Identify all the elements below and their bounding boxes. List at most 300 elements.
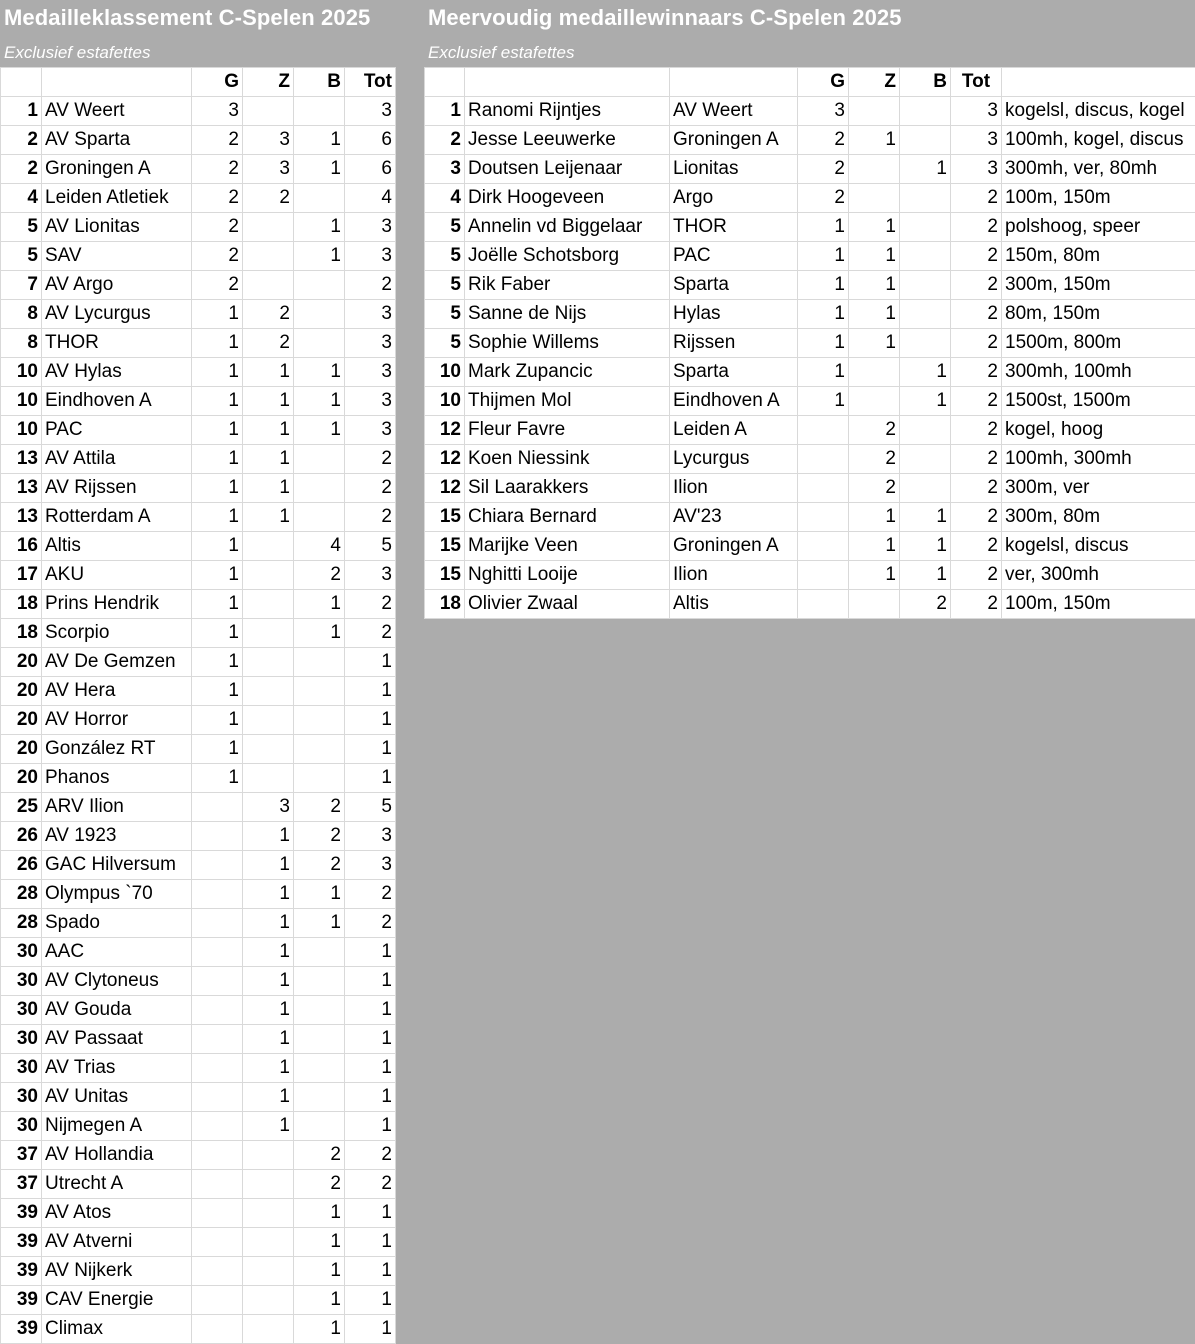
rank-cell: 12 [425,474,465,503]
table-row [425,474,1195,503]
total-cell: 2 [951,532,1002,561]
total-cell: 5 [345,793,396,822]
table-row [425,155,1195,184]
athlete-cell: Nghitti Looije [465,561,670,590]
club-cell: AV 1923 [42,822,192,851]
silver-cell [243,1228,294,1257]
club-cell: Rotterdam A [42,503,192,532]
club-medal-table [0,67,396,1344]
silver-cell: 1 [243,474,294,503]
gold-cell [192,967,243,996]
table-row [1,909,396,938]
header-total: Tot [345,68,396,97]
silver-cell [243,735,294,764]
silver-cell [243,271,294,300]
total-cell: 2 [951,387,1002,416]
gold-cell: 3 [192,97,243,126]
club-cell: AV Lionitas [42,213,192,242]
total-cell: 2 [345,503,396,532]
gold-cell [192,1286,243,1315]
club-cell: AV De Gemzen [42,648,192,677]
club-cell: Hylas [670,300,798,329]
rank-cell: 8 [1,329,42,358]
silver-cell [849,590,900,619]
gold-cell [192,851,243,880]
silver-cell: 2 [243,184,294,213]
gold-cell: 2 [192,213,243,242]
gold-cell [192,1054,243,1083]
gold-cell: 1 [192,532,243,561]
gold-cell [798,503,849,532]
athlete-cell: Dirk Hoogeveen [465,184,670,213]
events-cell: ver, 300mh [1002,561,1195,590]
rank-cell: 30 [1,1025,42,1054]
table-row [425,416,1195,445]
total-cell: 2 [951,590,1002,619]
bronze-cell [900,416,951,445]
rank-cell: 16 [1,532,42,561]
silver-cell: 1 [849,561,900,590]
bronze-cell [294,706,345,735]
table-row [1,1054,396,1083]
total-cell: 2 [951,329,1002,358]
rank-cell: 37 [1,1141,42,1170]
gold-cell: 1 [192,590,243,619]
table-row [425,97,1195,126]
total-cell: 2 [951,503,1002,532]
events-cell: 300mh, 100mh [1002,358,1195,387]
total-cell: 3 [345,561,396,590]
table-row [1,329,396,358]
table-row [1,706,396,735]
club-cell: AV Atverni [42,1228,192,1257]
total-cell: 6 [345,155,396,184]
rank-cell: 10 [1,358,42,387]
rank-cell: 20 [1,764,42,793]
silver-cell: 1 [243,445,294,474]
club-cell: AV Rijssen [42,474,192,503]
rank-cell: 10 [425,387,465,416]
table-row [1,1170,396,1199]
silver-cell: 1 [849,503,900,532]
silver-cell [243,1199,294,1228]
rank-cell: 20 [1,648,42,677]
club-cell: Sparta [670,271,798,300]
total-cell: 1 [345,764,396,793]
rank-cell: 18 [1,619,42,648]
bronze-cell [294,474,345,503]
silver-cell: 2 [849,474,900,503]
bronze-cell: 1 [294,590,345,619]
silver-cell [849,184,900,213]
table-row [1,793,396,822]
header-row [425,68,1195,97]
silver-cell: 2 [849,445,900,474]
events-cell: 300m, 150m [1002,271,1195,300]
gold-cell [798,532,849,561]
rank-cell: 1 [1,97,42,126]
table-row [1,155,396,184]
events-cell: 300m, 80m [1002,503,1195,532]
table-row [1,242,396,271]
gold-cell [192,1170,243,1199]
table-row [1,184,396,213]
table-row [1,1141,396,1170]
total-cell: 2 [345,619,396,648]
club-cell: Prins Hendrik [42,590,192,619]
table-row [1,938,396,967]
total-cell: 3 [345,242,396,271]
gold-cell: 1 [798,213,849,242]
header-bronze: B [294,68,345,97]
total-cell: 1 [345,735,396,764]
table-row [425,387,1195,416]
gold-cell [192,1315,243,1344]
rank-cell: 26 [1,851,42,880]
total-cell: 2 [345,590,396,619]
rank-cell: 39 [1,1199,42,1228]
silver-cell: 1 [849,213,900,242]
bronze-cell [294,938,345,967]
table-row [1,97,396,126]
table-row [1,416,396,445]
rank-cell: 5 [425,329,465,358]
total-cell: 2 [345,1141,396,1170]
bronze-cell: 1 [294,880,345,909]
rank-cell: 12 [425,445,465,474]
rank-cell: 37 [1,1170,42,1199]
total-cell: 1 [345,1025,396,1054]
bronze-cell: 2 [294,1141,345,1170]
total-cell: 2 [951,271,1002,300]
header-row [1,68,396,97]
total-cell: 3 [345,851,396,880]
total-cell: 1 [345,967,396,996]
total-cell: 3 [951,126,1002,155]
total-cell: 5 [345,532,396,561]
club-cell: Eindhoven A [670,387,798,416]
rank-cell: 30 [1,967,42,996]
events-cell: 100m, 150m [1002,184,1195,213]
bronze-cell [900,329,951,358]
table-row [1,677,396,706]
rank-cell: 28 [1,880,42,909]
club-cell: Leiden Atletiek [42,184,192,213]
athlete-cell: Rik Faber [465,271,670,300]
bronze-cell [294,329,345,358]
silver-cell [243,1315,294,1344]
silver-cell: 1 [243,1025,294,1054]
bronze-cell: 1 [294,909,345,938]
silver-cell [243,764,294,793]
gold-cell [192,793,243,822]
rank-cell: 7 [1,271,42,300]
club-cell: AV Horror [42,706,192,735]
club-cell: AV Hylas [42,358,192,387]
total-cell: 6 [345,126,396,155]
bronze-cell [900,242,951,271]
gold-cell [192,1025,243,1054]
gold-cell: 1 [192,561,243,590]
rank-cell: 39 [1,1315,42,1344]
table-row [1,1112,396,1141]
table-row [1,1083,396,1112]
club-cell: PAC [42,416,192,445]
bronze-cell: 2 [294,851,345,880]
rank-cell: 30 [1,938,42,967]
silver-cell: 1 [849,532,900,561]
silver-cell: 1 [849,271,900,300]
club-cell: Altis [42,532,192,561]
bronze-cell: 1 [294,242,345,271]
bronze-cell: 1 [294,1228,345,1257]
table-row [425,532,1195,561]
bronze-cell [900,97,951,126]
bronze-cell [900,300,951,329]
gold-cell: 2 [192,242,243,271]
rank-cell: 20 [1,735,42,764]
events-cell: 1500m, 800m [1002,329,1195,358]
table-row [1,358,396,387]
club-cell: AV Gouda [42,996,192,1025]
silver-cell [243,648,294,677]
club-cell: AKU [42,561,192,590]
club-cell: AV Hera [42,677,192,706]
gold-cell [798,416,849,445]
rank-cell: 10 [425,358,465,387]
total-cell: 3 [345,387,396,416]
athlete-cell: Jesse Leeuwerke [465,126,670,155]
rank-cell: 10 [1,416,42,445]
silver-cell [243,561,294,590]
silver-cell: 1 [243,967,294,996]
bronze-cell [294,1112,345,1141]
athlete-cell: Mark Zupancic [465,358,670,387]
silver-cell: 1 [849,126,900,155]
left-subtitle: Exclusief estafettes [4,43,150,63]
gold-cell: 1 [192,503,243,532]
club-cell: ARV Ilion [42,793,192,822]
rank-cell: 30 [1,1083,42,1112]
bronze-cell: 1 [294,1257,345,1286]
rank-cell: 5 [425,213,465,242]
total-cell: 3 [345,358,396,387]
silver-cell [849,97,900,126]
events-cell: 100mh, 300mh [1002,445,1195,474]
club-cell: Phanos [42,764,192,793]
events-cell: kogel, hoog [1002,416,1195,445]
silver-cell [243,1257,294,1286]
bronze-cell [294,271,345,300]
gold-cell [192,880,243,909]
gold-cell: 2 [192,126,243,155]
gold-cell [192,1083,243,1112]
gold-cell: 1 [192,764,243,793]
total-cell: 1 [345,1083,396,1112]
silver-cell: 1 [849,329,900,358]
gold-cell: 1 [192,619,243,648]
table-row [1,880,396,909]
table-row [1,1199,396,1228]
rank-cell: 25 [1,793,42,822]
club-cell: AV Passaat [42,1025,192,1054]
bronze-cell [294,1025,345,1054]
club-cell: AV Trias [42,1054,192,1083]
rank-cell: 5 [425,242,465,271]
club-cell: González RT [42,735,192,764]
gold-cell: 1 [192,735,243,764]
rank-cell: 2 [425,126,465,155]
bronze-cell: 1 [294,1199,345,1228]
silver-cell: 3 [243,155,294,184]
bronze-cell: 2 [294,561,345,590]
table-row [425,300,1195,329]
rank-cell: 13 [1,445,42,474]
total-cell: 3 [951,97,1002,126]
gold-cell: 1 [798,387,849,416]
gold-cell: 1 [798,242,849,271]
silver-cell: 1 [243,1083,294,1112]
gold-cell: 1 [798,300,849,329]
events-cell: 150m, 80m [1002,242,1195,271]
total-cell: 1 [345,1315,396,1344]
bronze-cell: 1 [294,416,345,445]
rank-cell: 30 [1,996,42,1025]
table-row [1,1257,396,1286]
bronze-cell [294,97,345,126]
rank-cell: 5 [425,271,465,300]
table-row [425,271,1195,300]
rank-cell: 30 [1,1054,42,1083]
header-silver: Z [243,68,294,97]
total-cell: 3 [345,213,396,242]
total-cell: 2 [345,909,396,938]
silver-cell: 1 [849,242,900,271]
silver-cell: 1 [243,851,294,880]
table-row [1,735,396,764]
rank-cell: 28 [1,909,42,938]
gold-cell: 2 [192,155,243,184]
gold-cell [192,909,243,938]
silver-cell [243,619,294,648]
club-cell: CAV Energie [42,1286,192,1315]
bronze-cell [294,1083,345,1112]
silver-cell: 1 [243,358,294,387]
club-cell: Lycurgus [670,445,798,474]
club-cell: THOR [42,329,192,358]
gold-cell [192,1257,243,1286]
bronze-cell: 1 [294,213,345,242]
table-row [1,967,396,996]
total-cell: 1 [345,1054,396,1083]
bronze-cell [900,213,951,242]
bronze-cell [294,300,345,329]
table-row [1,561,396,590]
club-cell: Groningen A [670,126,798,155]
total-cell: 2 [951,416,1002,445]
club-cell: Lionitas [670,155,798,184]
bronze-cell [294,764,345,793]
gold-cell [798,590,849,619]
rank-cell: 30 [1,1112,42,1141]
total-cell: 1 [345,648,396,677]
club-cell: AV'23 [670,503,798,532]
club-cell: Olympus `70 [42,880,192,909]
silver-cell: 1 [243,909,294,938]
total-cell: 3 [345,822,396,851]
gold-cell: 2 [192,184,243,213]
rank-cell: 20 [1,706,42,735]
bronze-cell: 1 [900,532,951,561]
bronze-cell [294,1054,345,1083]
table-row [1,300,396,329]
rank-cell: 20 [1,677,42,706]
table-row [1,764,396,793]
silver-cell: 1 [243,1112,294,1141]
bronze-cell: 1 [294,1286,345,1315]
header-total: Tot [951,68,1002,97]
total-cell: 3 [345,416,396,445]
table-row [1,126,396,155]
rank-cell: 12 [425,416,465,445]
club-cell: Leiden A [670,416,798,445]
rank-cell: 10 [1,387,42,416]
silver-cell: 1 [243,938,294,967]
total-cell: 2 [951,213,1002,242]
bronze-cell: 1 [294,1315,345,1344]
club-cell: Groningen A [670,532,798,561]
club-cell: Rijssen [670,329,798,358]
table-row [1,648,396,677]
athlete-cell: Fleur Favre [465,416,670,445]
club-cell: Spado [42,909,192,938]
rank-cell: 39 [1,1286,42,1315]
silver-cell [243,213,294,242]
silver-cell: 1 [849,300,900,329]
silver-cell: 2 [243,329,294,358]
bronze-cell [900,184,951,213]
total-cell: 1 [345,706,396,735]
table-row [425,561,1195,590]
silver-cell: 1 [243,416,294,445]
club-cell: THOR [670,213,798,242]
rank-cell: 18 [425,590,465,619]
silver-cell [243,242,294,271]
club-cell: AV Weert [42,97,192,126]
club-cell: PAC [670,242,798,271]
bronze-cell [294,967,345,996]
gold-cell [192,1199,243,1228]
header-bronze: B [900,68,951,97]
bronze-cell [294,996,345,1025]
gold-cell [798,561,849,590]
club-cell: Ilion [670,474,798,503]
bronze-cell: 1 [900,155,951,184]
rank-cell: 4 [1,184,42,213]
bronze-cell: 2 [294,793,345,822]
total-cell: 1 [345,677,396,706]
athlete-cell: Chiara Bernard [465,503,670,532]
silver-cell: 2 [243,300,294,329]
gold-cell [798,445,849,474]
club-cell: AV Weert [670,97,798,126]
total-cell: 2 [345,445,396,474]
gold-cell: 1 [192,474,243,503]
club-cell: Altis [670,590,798,619]
gold-cell [192,822,243,851]
total-cell: 2 [345,271,396,300]
bronze-cell [900,271,951,300]
